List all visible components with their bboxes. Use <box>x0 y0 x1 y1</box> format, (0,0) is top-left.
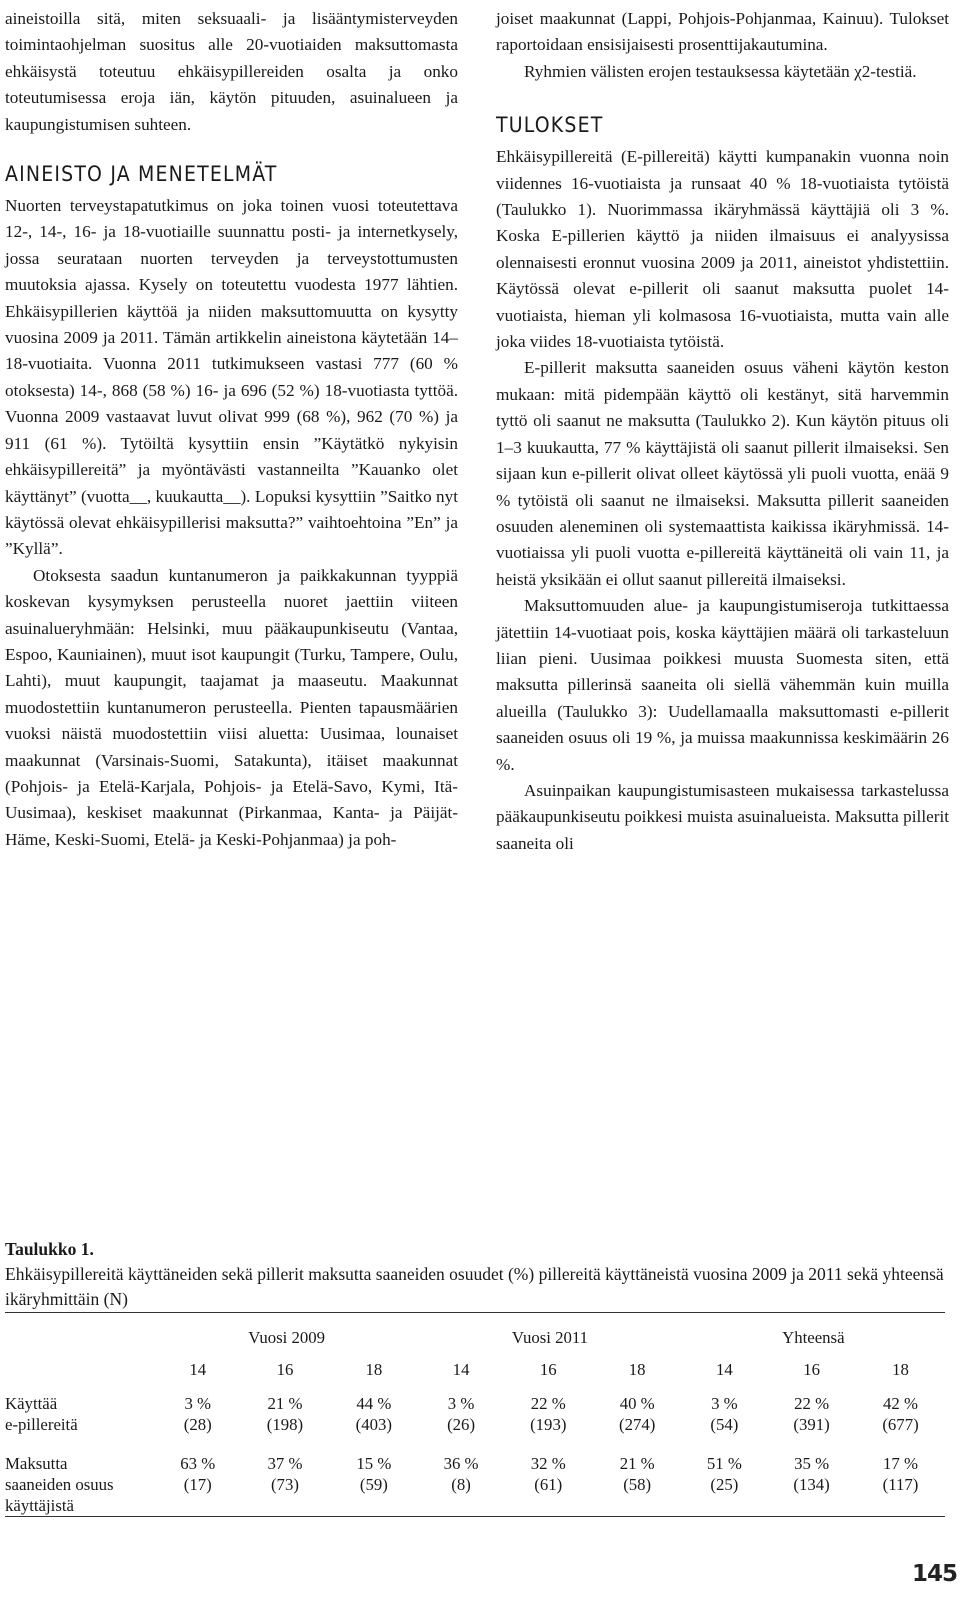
table-cell-percent: 35 % <box>794 1454 830 1473</box>
table-cell-percent: 17 % <box>883 1454 918 1473</box>
table-cell-count: (61) <box>534 1475 563 1494</box>
table-cell-percent: 63 % <box>180 1454 216 1473</box>
table-age-header: 14 <box>715 1360 733 1379</box>
table-cell <box>767 1449 856 1517</box>
table-cell-count: (198) <box>266 1415 304 1434</box>
table-age-header: 14 <box>189 1360 207 1379</box>
table-group-header-row <box>5 1313 945 1360</box>
table-row-label <box>5 1393 155 1449</box>
table-cell <box>418 1393 504 1449</box>
left-column <box>5 6 458 853</box>
table-cell-count: (59) <box>359 1475 388 1494</box>
table-cell-count: (17) <box>183 1475 212 1494</box>
table-cell-percent: 36 % <box>443 1454 479 1473</box>
table-cell <box>329 1393 418 1449</box>
table-corner-cell <box>5 1313 155 1360</box>
statistics-paragraph: Ryhmien välisten erojen testauksessa käytetään χ2-testiä. <box>524 61 917 81</box>
table-cell-percent: 3 % <box>711 1394 738 1413</box>
table-cell-percent: 21 % <box>619 1454 655 1473</box>
table-cell-count: (8) <box>451 1475 471 1494</box>
table-age-header: 16 <box>276 1360 294 1379</box>
table-cell <box>329 1449 418 1517</box>
table-cell <box>155 1449 241 1517</box>
table-cell-count: (54) <box>710 1415 739 1434</box>
table-row-label-line: käyttäjistä <box>5 1496 74 1515</box>
table-cell <box>504 1449 593 1517</box>
table-age-header-row <box>5 1359 945 1393</box>
page-number: 145 <box>912 1561 958 1587</box>
table-cell <box>856 1393 945 1449</box>
methods-paragraph-1: Nuorten terveystapatutkimus on joka toinen vuosi toteutettava 12-, 14-, 16- ja 18-vuotiaille suunnattu posti- ja internetkysely, jossa seurataan nuorten terveyden ja terveystottumusten muutoksia ajassa. Kysely on toteutettu vuodesta 1977 lähtien. Ehkäisypillerien käyttöä ja niiden maksuttomuutta on kysytty vuosina 2009 ja 2011. Tämän artikkelin aineistona käytetään 14–18-vuotiaita. Vuonna 2011 tutkimukseen vastasi 777 (60 % otoksesta) 14-, 868 (58 %) 16- ja 696 (52 %) 18-vuotiasta tyttöä. Vuonna 2009 vastaavat luvut olivat 999 (68 %), 962 (70 %) ja 911 (61 %). Tytöiltä kysyttiin ensin ”Käytätkö nykyisin ehkäisypillereitä” ja myöntävästi vastanneilta ”Kauanko olet käyttänyt” (vuotta__, kuukautta__). Lopuksi kysyttiin ”Saitko nyt käytössä olevat ehkäisypillerisi maksutta?” vaihtoehtoina ”En” ja ”Kyllä”. <box>5 196 458 559</box>
table-corner-cell <box>5 1359 155 1393</box>
table-cell <box>593 1449 682 1517</box>
table-cell-count: (193) <box>530 1415 567 1434</box>
table-age-header: 16 <box>803 1360 820 1379</box>
table-cell-percent: 3 % <box>184 1394 212 1413</box>
table-cell <box>593 1393 682 1449</box>
table-row <box>5 1449 945 1517</box>
results-paragraph-4: Asuinpaikan kaupungistumisasteen mukaisessa tarkastelussa pääkaupunkiseutu poikkesi muista asuinalueista. Maksutta pillerit saaneita oli <box>496 780 949 853</box>
table-cell-count: (391) <box>793 1415 830 1434</box>
table-cell <box>682 1449 768 1517</box>
table-group-header: Yhteensä <box>782 1328 845 1347</box>
table-cell-percent: 40 % <box>619 1394 655 1413</box>
table-cell <box>418 1449 504 1517</box>
table-cell-percent: 37 % <box>267 1454 303 1473</box>
results-heading: TULOKSET <box>496 113 604 138</box>
table-cell <box>241 1449 330 1517</box>
table-age-header: 18 <box>365 1360 383 1379</box>
table-cell-count: (117) <box>882 1475 919 1494</box>
table-row-label-line: e-pillereitä <box>5 1415 78 1434</box>
table-age-header: 16 <box>539 1360 557 1379</box>
methods-paragraph-2: Otoksesta saadun kuntanumeron ja paikkakunnan tyyppiä koskevan kysymyksen perusteella nuoret jaettiin viiteen asuinalueryhmään: Helsinki, muu pääkaupunkiseutu (Vantaa, Espoo, Kauniainen), muut isot kaupungit (Turku, Tampere, Oulu, Lahti), muut kaupungit, taajamat ja maaseutu. Maakunnat muodostettiin kuntanumeron perusteella. Pienten tapausmäärien vuoksi näistä muodostettiin viisi aluetta: Uusimaa, lounaiset maakunnat (Varsinais-Suomi, Satakunta), itäiset maakunnat (Pohjois- ja Etelä-Karjala, Pohjois- ja Etelä-Savo, Kymi, Itä-Uusimaa), keskiset maakunnat (Pirkanmaa, Kanta- ja Päijät-Häme, Keski-Suomi, Etelä- ja Keski-Pohjanmaa) ja poh- <box>5 565 458 849</box>
table-cell-count: (134) <box>793 1475 830 1494</box>
table-cell-percent: 32 % <box>530 1454 566 1473</box>
table-cell-count: (28) <box>183 1415 212 1434</box>
table-cell-count: (26) <box>447 1415 476 1434</box>
table-cell-percent: 51 % <box>706 1454 742 1473</box>
table-age-header: 18 <box>892 1360 909 1379</box>
table-cell-percent: 22 % <box>530 1394 566 1413</box>
table-caption <box>5 1237 945 1312</box>
methods-heading: AINEISTO JA MENETELMÄT <box>5 162 278 187</box>
table-cell-count: (73) <box>270 1475 299 1494</box>
table-row <box>5 1393 945 1449</box>
table-cell-percent: 15 % <box>356 1454 392 1473</box>
table-cell <box>241 1393 330 1449</box>
results-paragraph-3: Maksuttomuuden alue- ja kaupungistumiseroja tutkittaessa jätettiin 14-vuotiaat pois, koska käyttäjien määrä oli tarkasteluun liian pieni. Uusimaa poikkesi muusta Suomesta siten, että maksutta pillerinsä saaneita oli siellä vähemmän kuin muilla alueilla (Taulukko 3): Uudellamaalla maksuttomasti e-pillerit saaneiden osuus oli 19 %, ja muissa maakunnissa keskimäärin 26 %. <box>496 596 949 774</box>
table-title: Taulukko 1. <box>5 1239 94 1259</box>
table-cell-percent: 44 % <box>356 1394 392 1413</box>
table-age-header: 14 <box>452 1360 470 1379</box>
table-cell-count: (25) <box>710 1475 739 1494</box>
table-age-header: 18 <box>628 1360 646 1379</box>
table-cell <box>767 1393 856 1449</box>
table-cell <box>504 1393 593 1449</box>
data-table <box>5 1312 945 1517</box>
table-cell <box>856 1449 945 1517</box>
table-group-header: Vuosi 2011 <box>511 1328 589 1347</box>
table-cell-percent: 21 % <box>267 1394 303 1413</box>
table-group-header: Vuosi 2009 <box>248 1328 326 1347</box>
results-paragraph-1: Ehkäisypillereitä (E-pillereitä) käytti kumpanakin vuonna noin viidennes 16-vuotiaista ja runsaat 40 % 18-vuotiaista tytöistä (Taulukko 1). Nuorimmassa ikäryhmässä käyttäjiä oli 3 %. Koska E-pillerien käyttö ja niiden ilmaisuus ei analyysissa olennaisesti eronnut vuosina 2009 ja 2011, aineistot yhdistettiin. Käytössä olevat e-pillerit oli saanut maksutta puolet 14-vuotiaista, hieman yli kolmasosa 16-vuotiaista, mutta vain alle joka viides 18-vuotiaista tytöistä. <box>496 147 949 352</box>
table-row-label <box>5 1449 155 1517</box>
table-cell-count: (58) <box>623 1475 652 1494</box>
table-cell <box>682 1393 768 1449</box>
table-cell-count: (274) <box>618 1415 656 1434</box>
table-caption-text: Ehkäisypillereitä käyttäneiden sekä pillerit maksutta saaneiden osuudet (%) pillereitä käyttäneistä vuosina 2009 ja 2011 sekä yhteensä ikäryhmittäin (N) <box>5 1264 944 1309</box>
table-cell-count: (677) <box>882 1415 919 1434</box>
table-cell-percent: 42 % <box>883 1394 918 1413</box>
intro-paragraph: aineistoilla sitä, miten seksuaali- ja lisääntymisterveyden toimintaohjelman suositus alle 20-vuotiaiden maksuttomasta ehkäisystä toteutuu ehkäisypillereiden osalta ja onko toteutumisessa eroja iän, käytön pituuden, asuinalueen ja kaupungistumisen suhteen. <box>5 9 458 134</box>
table-cell-percent: 3 % <box>447 1394 475 1413</box>
table-cell-count: (403) <box>355 1415 393 1434</box>
table-row-label-line: Käyttää <box>5 1394 58 1413</box>
table-row-label-line: Maksutta <box>5 1454 68 1473</box>
methods-continuation: joiset maakunnat (Lappi, Pohjois-Pohjanmaa, Kainuu). Tulokset raportoidaan ensisijaisesti prosenttijakautumina. <box>496 9 949 55</box>
table-row-label-line: saaneiden osuus <box>5 1475 114 1494</box>
results-paragraph-2: E-pillerit maksutta saaneiden osuus väheni käytön keston mukaan: mitä pidempään käyttö oli kestänyt, sitä harvemmin tyttö oli saanut ne maksutta (Taulukko 2). Kun käytön pituus oli 1–3 kuukautta, 77 % käyttäjistä oli saanut pillerit ilmaiseksi. Sen sijaan kun e-pillerit olivat olleet käytössä yli puoli vuotta, enää 9 % tytöistä oli saanut ne ilmaiseksi. Maksutta pillerit saaneiden osuuden aleneminen oli systemaattista kaikissa ikäryhmissä. 14-vuotiaissa yli puoli vuotta e-pillereitä käyttäneitä oli vain 11, ja heistä yksikään ei ollut saanut pillereitä ilmaiseksi. <box>496 358 949 589</box>
table-cell <box>155 1393 241 1449</box>
right-column <box>496 6 949 857</box>
table-cell-percent: 22 % <box>794 1394 830 1413</box>
